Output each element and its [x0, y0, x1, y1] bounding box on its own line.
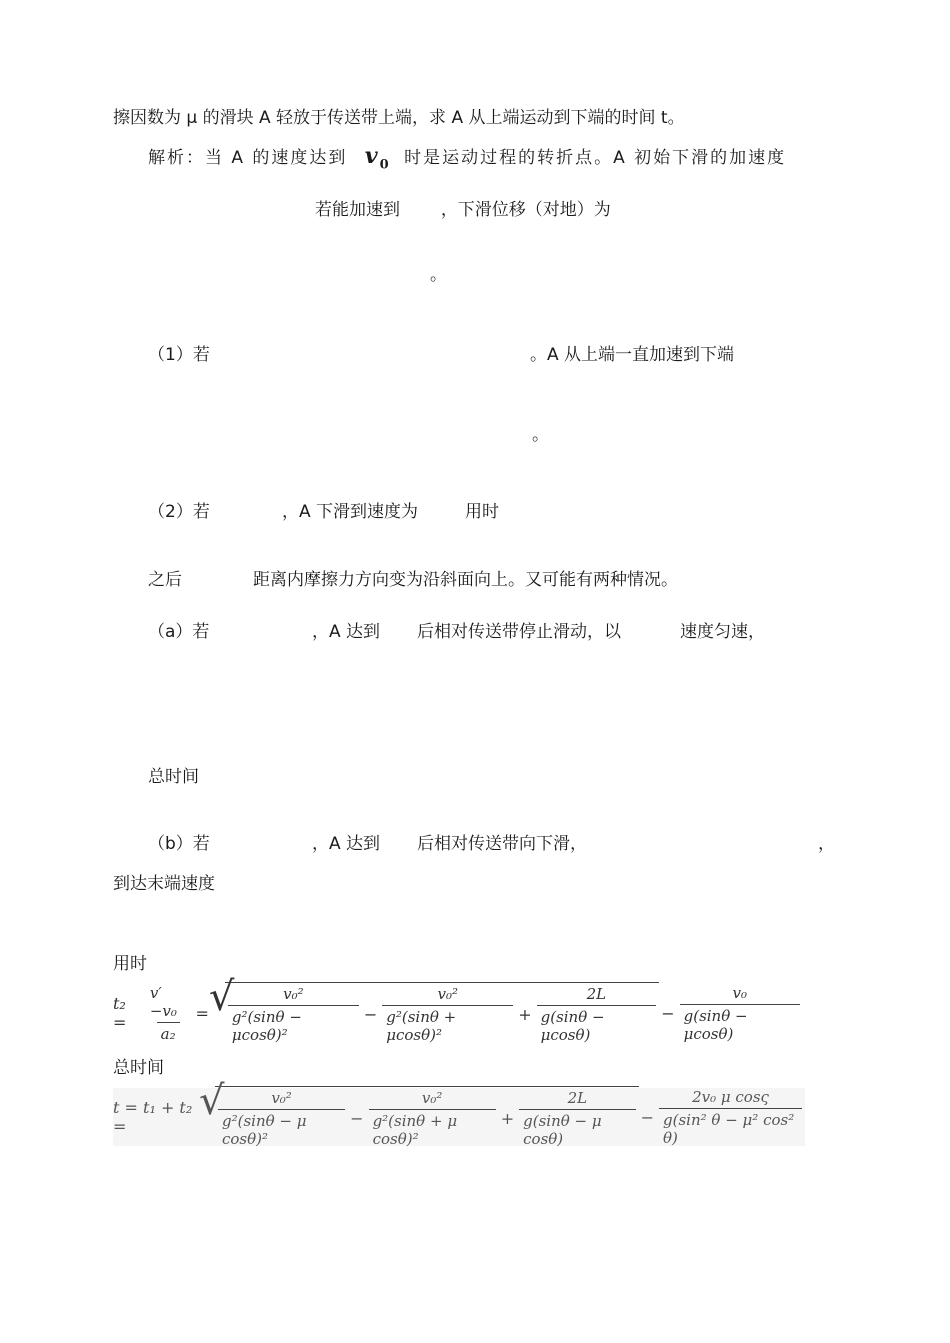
after-prefix: 之后 [148, 570, 182, 590]
t-term1 [218, 1089, 345, 1148]
t-term4 [659, 1088, 802, 1147]
t-term2 [369, 1089, 496, 1148]
after-suffix: 距离内摩擦力方向变为沿斜面向上。又可能有两种情况。 [253, 570, 678, 590]
t2-frac [146, 984, 191, 1043]
v0-letter: v [364, 143, 380, 169]
analysis-prefix: 解析：当 A 的速度达到 [148, 148, 348, 168]
t2-eq: = [195, 1003, 209, 1023]
formula-total-t [113, 1088, 805, 1146]
caseb-mid2: 后相对传送带向下滑， [417, 834, 587, 854]
case1-prefix: （1）若 [148, 345, 210, 365]
t2-lhs: t₂ = [113, 994, 127, 1032]
caseb-mid: ，A 达到 [312, 834, 381, 854]
t-minus1: − [350, 1109, 364, 1128]
t-term4-den: g(sin² θ − μ² cos² θ) [659, 1108, 802, 1147]
case1-suffix: 。A 从上端一直加速到下端 [530, 345, 735, 365]
case2-suffix: 用时 [465, 502, 499, 522]
t2-term4-num: v₀ [732, 983, 748, 1002]
use-time-label: 用时 [113, 954, 147, 974]
t2-term4-den: g(sinθ − μcosθ) [680, 1004, 800, 1043]
casea-prefix: （a）若 [148, 622, 210, 642]
caseb-comma: ， [818, 834, 835, 854]
t2-term1 [228, 985, 359, 1044]
t2-term1-den: g²(sinθ − μcosθ)² [228, 1005, 359, 1044]
t2-sqrt [225, 982, 659, 1044]
t-term3 [519, 1089, 635, 1148]
v0-subscript: 0 [379, 157, 391, 173]
intro-line: 擦因数为 μ 的滑块 A 轻放于传送带上端，求 A 从上端运动到下端的时间 t。 [113, 108, 685, 128]
casea-mid2: 后相对传送带停止滑动，以 [417, 622, 621, 642]
t-term1-num: √ v₀² [271, 1089, 292, 1107]
t2-plus: + [518, 1005, 532, 1024]
t-plus: + [500, 1109, 515, 1128]
t2-frac-den: a₂ [157, 1022, 180, 1043]
casea-suffix: 速度匀速， [680, 622, 765, 642]
period-2: 。 [532, 425, 549, 445]
analysis-suffix: 时是运动过程的转折点。A 初始下滑的加速度 [404, 148, 787, 168]
t2-minus1: − [363, 1005, 378, 1024]
t-term2-den: g²(sinθ + μ cosθ)² [369, 1109, 496, 1148]
t2-term3-num: 2L [586, 985, 607, 1003]
caseb-prefix: （b）若 [148, 834, 210, 854]
t2-minus2: − [661, 1003, 675, 1023]
total-time-b: 总时间 [113, 1058, 164, 1078]
t2-frac-num: v′−v₀ [149, 983, 177, 1020]
t2-term4 [680, 984, 800, 1043]
t-sqrt [215, 1086, 639, 1148]
total-time-a: 总时间 [148, 767, 199, 787]
t-lhs: t = t₁ + t₂ = [113, 1098, 193, 1136]
case2-mid: ，A 下滑到速度为 [282, 502, 419, 522]
t-term3-den: g(sinθ − μ cosθ) [519, 1109, 635, 1148]
v0-symbol [364, 143, 391, 173]
t-term4-num: 2v₀ μ cosς [692, 1087, 769, 1106]
accel-line [315, 200, 611, 220]
t-term3-num: 2L [567, 1089, 588, 1107]
t2-term2 [382, 985, 513, 1044]
period-1: 。 [430, 265, 447, 285]
case2-prefix: （2）若 [148, 502, 210, 522]
casea-mid: ，A 达到 [312, 622, 381, 642]
reach-end-line: 到达末端速度 [113, 874, 215, 894]
t2-term3-den: g(sinθ − μcosθ) [537, 1005, 657, 1044]
accel-suffix: ，下滑位移（对地）为 [440, 200, 611, 220]
accel-prefix: 若能加速到 [315, 200, 400, 220]
t2-term3 [537, 985, 657, 1044]
analysis-line [148, 143, 787, 175]
t2-term2-num: v₀² [437, 985, 458, 1003]
t2-term1-num: √ v₀² [283, 985, 304, 1003]
t-term2-num: v₀² [421, 1089, 443, 1107]
formula-t2 [113, 984, 803, 1042]
t-minus2: − [640, 1107, 655, 1127]
t-term1-den: g²(sinθ − μ cosθ)² [218, 1109, 345, 1148]
t2-term2-den: g²(sinθ + μcosθ)² [382, 1005, 513, 1044]
